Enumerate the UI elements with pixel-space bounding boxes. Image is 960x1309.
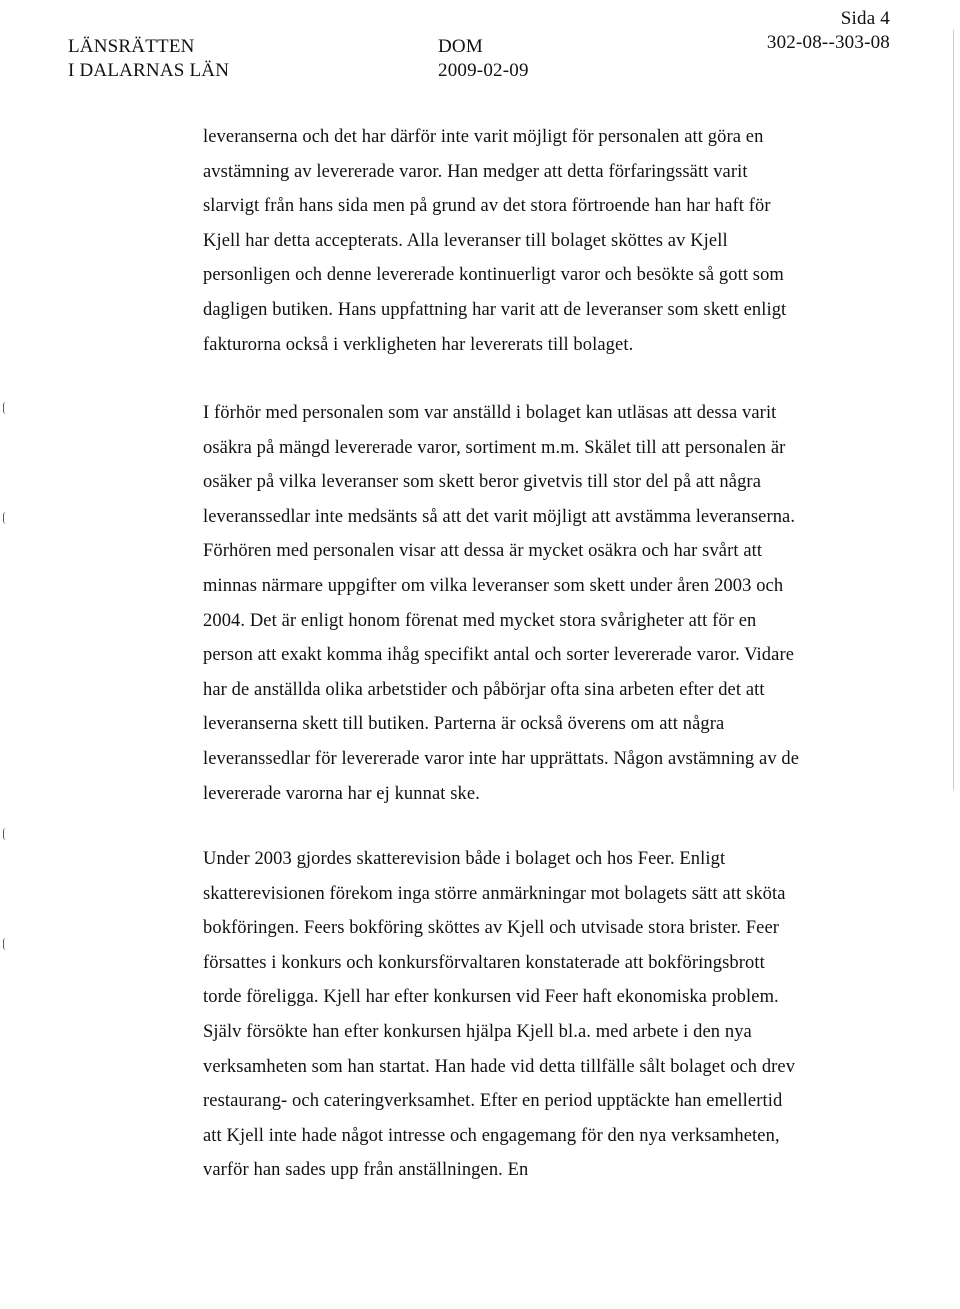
page-number: Sida 4 [840, 8, 890, 29]
scan-margin-mark [3, 938, 7, 950]
paragraph-2: I förhör med personalen som var anställd i bolaget kan utläsas att dessa varit osäkra på mängd levererade varor, sortiment m.m. Skälet till att personalen är osäker på vilka leveranser som skett beror givetvis till stor del på att några leveranssedlar inte medsänts så att det varit möjligt att avstämma leveranserna. Förhören med personalen visar att dessa är mycket osäkra och har svårt att minnas närmare uppgifter om vilka leveranser som skett under åren 2003 och 2004. Det är enligt honom förenat med mycket stora svårigheter att för en person att exakt komma ihåg specifikt antal och sorter levererade varor. Vidare har de anställda olika arbetstider och påbörjar ofta sina arbeten efter det att leveranserna skett till butiken. Parterna är också överens om att några leveranssedlar för levererade varor inte har upprättats. Någon avstämning av de levererade varorna har ej kunnat ske. [203, 403, 800, 804]
scan-margin-line [953, 30, 954, 790]
paragraph-1: leveranserna och det har därför inte varit möjligt för personalen att göra en avstämning av levererade varor. Han medger att detta förfaringssätt varit slarvigt från hans sida men på grund av det stora förtroende han har haft för Kjell har detta accepterats. Alla leveranser till bolaget sköttes av Kjell personligen och denne levererade kontinuerligt varor och besökte så gott som dagligen butiken. Hans uppfattning har varit att de leveranser som skett enligt fakturorna också i verkligheten har levererats till bolaget. [203, 127, 787, 355]
document-type: DOM [438, 36, 483, 57]
scan-margin-mark [3, 512, 7, 524]
court-name-line1: LÄNSRÄTTEN [68, 36, 195, 57]
case-number: 302-08--303-08 [766, 32, 890, 53]
court-name-line2: I DALARNAS LÄN [68, 60, 230, 81]
document-date: 2009-02-09 [438, 60, 529, 81]
scan-margin-mark [3, 402, 7, 414]
scan-margin-mark [3, 828, 7, 840]
paragraph-3: Under 2003 gjordes skatterevision både i bolaget och hos Feer. Enligt skatterevisionen förekom inga större anmärkningar mot bolagets sätt att sköta bokföringen. Feers bokföring sköttes av Kjell och utvisade stora brister. Feer försattes i konkurs och konkursförvaltaren konstaterade att bokföringsbrott torde föreligga. Kjell har efter konkursen vid Feer haft ekonomiska problem. Själv försökte han efter konkursen hjälpa Kjell bl.a. med arbete i den nya verksamheten som han startat. Han hade vid detta tillfälle sålt bolaget och drev restaurang- och cateringverksamhet. Efter en period upptäckte han emellertid att Kjell inte hade något intresse och engagemang för den nya verksamheten, varför han sades upp från anställningen. En [203, 849, 796, 1181]
